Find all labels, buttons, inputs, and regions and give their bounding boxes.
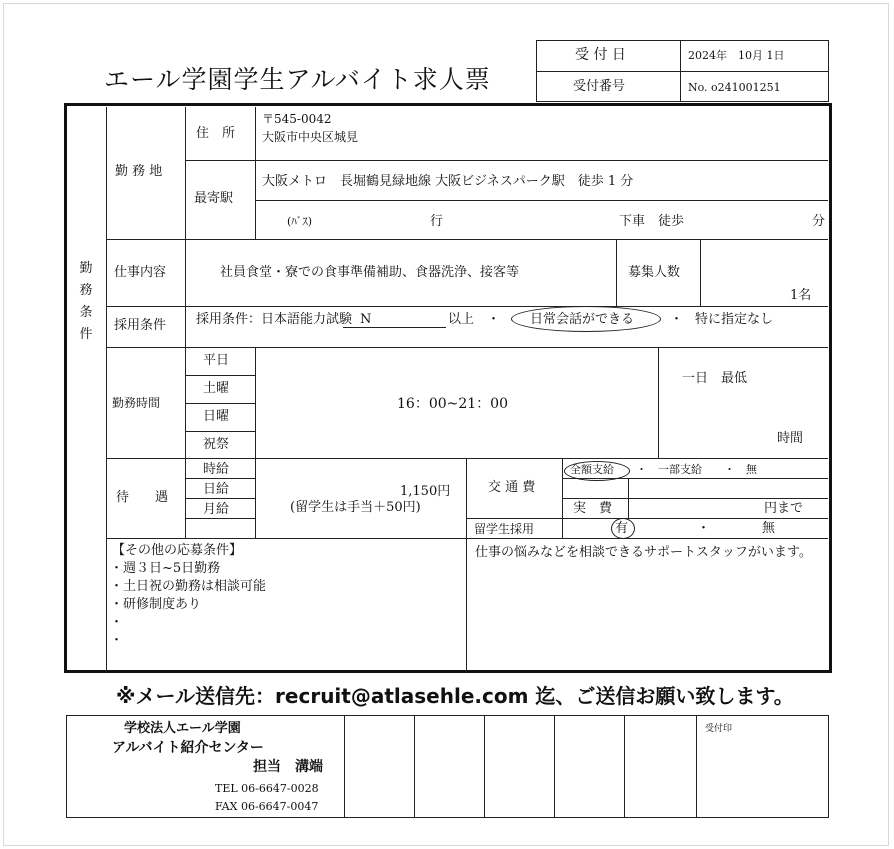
address-label: 住 所 (196, 126, 236, 141)
daily-conversation-option: 日常会話ができる (530, 312, 635, 327)
wage-note: (留学生は手当＋50円) (290, 500, 421, 515)
receipt-number-value: No. o241001251 (688, 81, 781, 94)
transport-other-options: ・ 一部支給 ・ 無 (636, 463, 757, 476)
receipt-date-label: 受 付 日 (575, 47, 626, 63)
conditions-suffix: 以上 ・ (448, 312, 501, 327)
pay-type-daily: 日給 (203, 482, 230, 497)
other-item: ・研修制度あり (110, 597, 202, 612)
email-notice: ※メール送信先：recruit@atlasehle.com 迄、ご送信お願い致します。 (116, 684, 794, 708)
intl-yes-option: 有 (615, 521, 629, 536)
work-time: 16：00~21：00 (397, 396, 508, 412)
bus-alight: 下車 徒歩 (619, 214, 685, 229)
bus-minutes-unit: 分 (812, 214, 826, 229)
intl-sep: ・ (697, 521, 711, 536)
stamp-label: 受付印 (705, 724, 733, 734)
pay-type-monthly: 月給 (203, 502, 230, 517)
jlpt-level-underline (343, 327, 446, 328)
pay-type-hourly: 時給 (203, 462, 230, 477)
footer-org: 学校法人エール学園 (124, 721, 241, 736)
intl-no-option: 無 (762, 521, 776, 536)
section-label-work-conditions: 勤務条件 (79, 261, 93, 342)
hourly-wage: 1,150円 (400, 484, 451, 499)
workplace-label: 勤 務 地 (115, 164, 163, 179)
min-hours-label: 一日 最低 (682, 371, 748, 386)
support-note: 仕事の悩みなどを相談できるサポートスタッフがいます。 (475, 545, 812, 560)
intl-student-label: 留学生採用 (474, 522, 535, 536)
job-label: 仕事内容 (114, 265, 167, 280)
actual-cost-label: 実 費 (573, 501, 613, 516)
other-item: ・ (110, 615, 124, 630)
footer-tel: TEL 06-6647-0028 (215, 782, 319, 795)
other-title: 【その他の応募条件】 (112, 543, 243, 558)
receipt-date-value: 2024年 10月 1日 (688, 49, 785, 62)
hours-label: 勤務時間 (112, 396, 161, 410)
bus-direction: 行 (430, 214, 444, 229)
form-title: エール学園学生アルバイト求人票 (104, 65, 491, 94)
footer-center: アルバイト紹介センター (112, 740, 264, 756)
transport-label: 交 通 費 (488, 480, 536, 495)
bus-label: (ﾊﾞｽ) (287, 215, 313, 228)
conditions-label: 採用条件 (114, 318, 167, 333)
station-label: 最寄駅 (194, 191, 234, 206)
recruit-count: 1名 (790, 288, 812, 303)
receipt-number-label: 受付番号 (573, 79, 626, 94)
day-holiday: 祝祭 (203, 437, 230, 452)
pay-label: 待 遇 (116, 490, 169, 505)
recruit-label: 募集人数 (628, 265, 681, 280)
footer-fax: FAX 06-6647-0047 (215, 800, 319, 813)
station-value: 大阪メトロ 長堀鶴見緑地線 大阪ビジネスパーク駅 徒歩 1 分 (262, 174, 634, 189)
job-content: 社員食堂・寮での食事準備補助、食器洗浄、接客等 (220, 265, 520, 280)
other-item: ・土日祝の勤務は相談可能 (110, 579, 267, 594)
footer-person: 担当 溝端 (253, 759, 323, 775)
conditions-prefix: 採用条件：日本語能力試験 (196, 312, 353, 327)
conditions-sep: ・ (670, 312, 684, 327)
actual-cost-unit: 円まで (764, 501, 804, 516)
transport-full-option: 全額支給 (570, 463, 614, 476)
hours-unit: 時間 (777, 431, 804, 446)
day-saturday: 土曜 (203, 381, 230, 396)
other-item: ・週３日~5日勤務 (110, 561, 221, 576)
day-sunday: 日曜 (203, 409, 230, 424)
jlpt-level: N (360, 312, 372, 327)
postal-code: 〒545-0042 (262, 112, 332, 126)
day-weekday: 平日 (203, 353, 230, 368)
address-value: 大阪市中央区城見 (262, 130, 359, 144)
other-item: ・ (110, 633, 124, 648)
no-requirement-option: 特に指定なし (695, 312, 774, 327)
